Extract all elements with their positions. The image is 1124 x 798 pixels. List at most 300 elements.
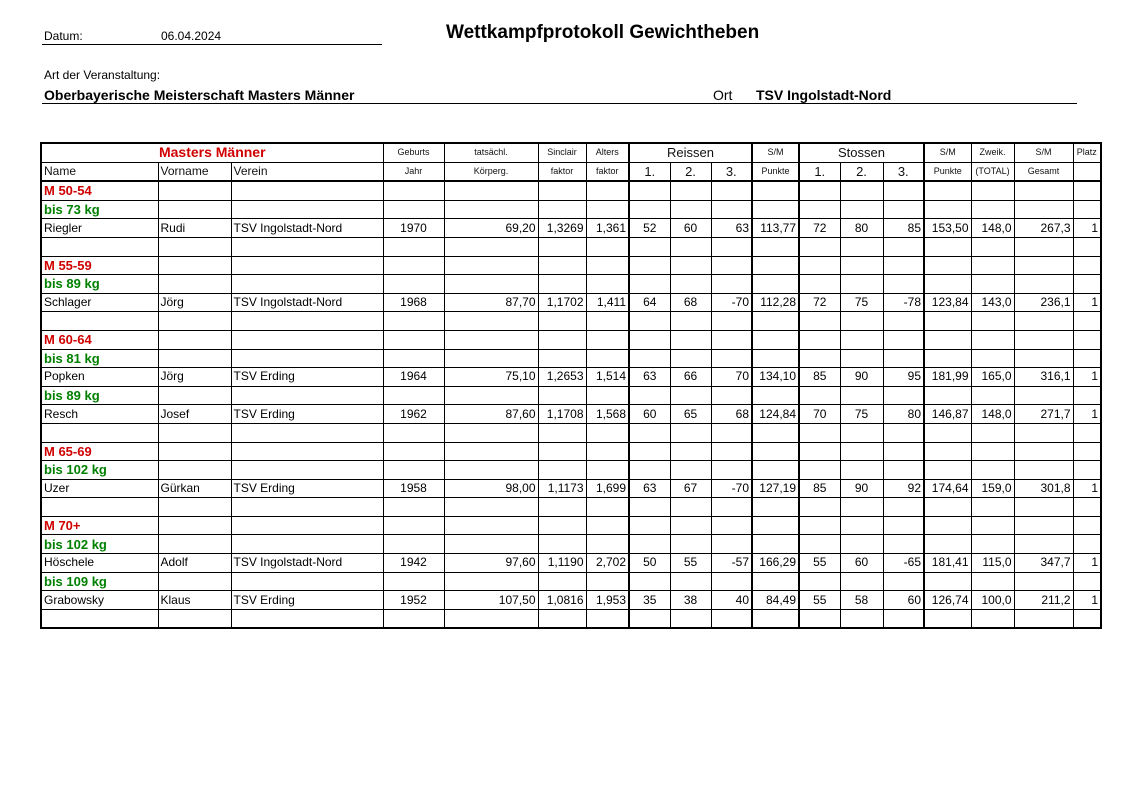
table-cell bbox=[586, 516, 629, 535]
table-cell bbox=[670, 330, 711, 349]
table-cell bbox=[444, 423, 538, 442]
table-cell bbox=[629, 330, 670, 349]
table-cell bbox=[1073, 609, 1101, 628]
table-cell bbox=[752, 498, 799, 517]
table-cell bbox=[840, 275, 883, 294]
table-cell bbox=[586, 330, 629, 349]
athlete-name: Grabowsky bbox=[41, 591, 158, 610]
table-cell: 143,0 bbox=[971, 293, 1014, 312]
table-cell: 2,702 bbox=[586, 554, 629, 573]
table-cell bbox=[799, 312, 840, 331]
table-cell: 113,77 bbox=[752, 219, 799, 238]
header-koerperg: Körperg. bbox=[444, 162, 538, 181]
table-cell: 68 bbox=[670, 293, 711, 312]
table-cell bbox=[383, 256, 444, 275]
table-cell bbox=[629, 181, 670, 200]
table-cell bbox=[629, 386, 670, 405]
table-cell bbox=[752, 461, 799, 480]
table-cell bbox=[924, 386, 971, 405]
group-row bbox=[41, 516, 1101, 535]
table-cell: Rudi bbox=[158, 219, 231, 238]
table-cell bbox=[1014, 535, 1073, 554]
table-cell bbox=[924, 609, 971, 628]
table-cell: 316,1 bbox=[1014, 368, 1073, 387]
table-cell: 123,84 bbox=[924, 293, 971, 312]
header-tatsaechl: tatsächl. bbox=[444, 143, 538, 162]
weight-row bbox=[41, 535, 1101, 554]
table-cell bbox=[158, 256, 231, 275]
datum-underline bbox=[42, 44, 382, 45]
table-cell: 75,10 bbox=[444, 368, 538, 387]
table-cell: 236,1 bbox=[1014, 293, 1073, 312]
table-cell bbox=[883, 312, 924, 331]
weight-class-label: bis 102 kg bbox=[41, 535, 158, 554]
table-cell: 148,0 bbox=[971, 405, 1014, 424]
table-cell bbox=[1073, 498, 1101, 517]
table-cell bbox=[670, 516, 711, 535]
weight-row bbox=[41, 200, 1101, 219]
table-cell bbox=[629, 572, 670, 591]
table-cell bbox=[752, 535, 799, 554]
table-cell: 85 bbox=[883, 219, 924, 238]
table-cell bbox=[670, 498, 711, 517]
table-cell bbox=[971, 461, 1014, 480]
table-cell bbox=[971, 609, 1014, 628]
table-cell bbox=[586, 312, 629, 331]
table-cell bbox=[158, 516, 231, 535]
table-cell bbox=[158, 535, 231, 554]
header-total: (TOTAL) bbox=[971, 162, 1014, 181]
spacer-row bbox=[41, 312, 1101, 331]
protocol-table bbox=[40, 142, 1102, 629]
table-cell bbox=[799, 275, 840, 294]
weight-class-label: bis 102 kg bbox=[41, 461, 158, 480]
header-r2: 2. bbox=[670, 162, 711, 181]
table-cell bbox=[670, 256, 711, 275]
table-cell bbox=[158, 572, 231, 591]
table-cell: 1,1708 bbox=[538, 405, 586, 424]
table-cell: TSV Erding bbox=[231, 591, 383, 610]
table-cell: 64 bbox=[629, 293, 670, 312]
table-cell bbox=[883, 498, 924, 517]
header-sinclair: Sinclair bbox=[538, 143, 586, 162]
table-cell bbox=[971, 312, 1014, 331]
table-cell bbox=[924, 535, 971, 554]
table-cell: 1,0816 bbox=[538, 591, 586, 610]
weight-row bbox=[41, 386, 1101, 405]
table-cell bbox=[444, 256, 538, 275]
table-cell: 66 bbox=[670, 368, 711, 387]
table-cell bbox=[924, 572, 971, 591]
table-cell bbox=[158, 275, 231, 294]
header-jahr: Jahr bbox=[383, 162, 444, 181]
table-cell bbox=[158, 181, 231, 200]
table-cell: 181,99 bbox=[924, 368, 971, 387]
table-cell bbox=[799, 535, 840, 554]
table-cell bbox=[231, 609, 383, 628]
table-cell bbox=[383, 516, 444, 535]
table-cell bbox=[670, 386, 711, 405]
table-cell bbox=[883, 423, 924, 442]
table-cell: 63 bbox=[629, 479, 670, 498]
table-cell bbox=[924, 516, 971, 535]
table-cell bbox=[1014, 330, 1073, 349]
table-cell: 1,568 bbox=[586, 405, 629, 424]
table-cell bbox=[711, 386, 752, 405]
table-cell: 40 bbox=[711, 591, 752, 610]
table-cell bbox=[883, 386, 924, 405]
table-cell bbox=[711, 609, 752, 628]
weight-class-label: bis 109 kg bbox=[41, 572, 158, 591]
table-cell bbox=[1073, 181, 1101, 200]
table-cell bbox=[799, 200, 840, 219]
table-cell bbox=[924, 461, 971, 480]
table-cell: -70 bbox=[711, 293, 752, 312]
table-cell bbox=[971, 275, 1014, 294]
table-cell bbox=[586, 256, 629, 275]
age-group-label: M 50-54 bbox=[41, 181, 158, 200]
table-cell: 69,20 bbox=[444, 219, 538, 238]
table-cell bbox=[670, 181, 711, 200]
table-cell bbox=[444, 516, 538, 535]
table-cell: 126,74 bbox=[924, 591, 971, 610]
table-cell bbox=[538, 498, 586, 517]
table-cell bbox=[1073, 386, 1101, 405]
table-cell bbox=[629, 312, 670, 331]
table-cell bbox=[231, 237, 383, 256]
table-cell bbox=[883, 461, 924, 480]
page-title: Wettkampfprotokoll Gewichtheben bbox=[446, 22, 760, 43]
table-cell bbox=[158, 200, 231, 219]
table-cell: 1 bbox=[1073, 591, 1101, 610]
header-geburts: Geburts bbox=[383, 143, 444, 162]
table-cell bbox=[752, 609, 799, 628]
table-cell bbox=[840, 498, 883, 517]
table-cell bbox=[586, 386, 629, 405]
table-cell: 72 bbox=[799, 293, 840, 312]
spacer-row bbox=[41, 498, 1101, 517]
table-cell bbox=[538, 200, 586, 219]
table-cell bbox=[799, 237, 840, 256]
weight-class-label: bis 89 kg bbox=[41, 386, 158, 405]
table-cell: 50 bbox=[629, 554, 670, 573]
table-cell bbox=[231, 516, 383, 535]
table-cell bbox=[586, 275, 629, 294]
table-cell bbox=[840, 200, 883, 219]
header-faktor: faktor bbox=[538, 162, 586, 181]
table-cell bbox=[41, 237, 158, 256]
table-cell bbox=[444, 200, 538, 219]
table-cell bbox=[883, 516, 924, 535]
table-cell: TSV Ingolstadt-Nord bbox=[231, 554, 383, 573]
table-cell bbox=[840, 442, 883, 461]
table-cell: 55 bbox=[799, 591, 840, 610]
table-cell bbox=[840, 312, 883, 331]
table-cell bbox=[883, 200, 924, 219]
table-cell bbox=[1073, 330, 1101, 349]
table-cell: 127,19 bbox=[752, 479, 799, 498]
table-cell bbox=[711, 423, 752, 442]
table-cell bbox=[752, 237, 799, 256]
header-sm3: S/M bbox=[1014, 143, 1073, 162]
table-cell bbox=[1073, 423, 1101, 442]
table-cell bbox=[924, 498, 971, 517]
table-cell bbox=[883, 349, 924, 368]
table-cell bbox=[383, 386, 444, 405]
table-cell bbox=[752, 349, 799, 368]
table-cell: 1952 bbox=[383, 591, 444, 610]
table-cell bbox=[231, 200, 383, 219]
table-cell bbox=[231, 442, 383, 461]
table-cell bbox=[41, 423, 158, 442]
table-cell: 87,60 bbox=[444, 405, 538, 424]
table-cell: 100,0 bbox=[971, 591, 1014, 610]
table-cell bbox=[924, 442, 971, 461]
table-cell: 80 bbox=[840, 219, 883, 238]
table-cell: 107,50 bbox=[444, 591, 538, 610]
table-cell bbox=[231, 461, 383, 480]
table-cell: TSV Erding bbox=[231, 368, 383, 387]
table-cell bbox=[1014, 572, 1073, 591]
group-row bbox=[41, 330, 1101, 349]
table-cell bbox=[1073, 312, 1101, 331]
weight-row bbox=[41, 461, 1101, 480]
location-value: TSV Ingolstadt-Nord bbox=[756, 87, 892, 103]
table-cell bbox=[444, 442, 538, 461]
table-cell bbox=[670, 200, 711, 219]
table-cell bbox=[444, 275, 538, 294]
table-cell bbox=[383, 237, 444, 256]
table-cell bbox=[711, 572, 752, 591]
table-cell bbox=[924, 330, 971, 349]
table-cell: 90 bbox=[840, 479, 883, 498]
table-cell bbox=[586, 461, 629, 480]
table-cell: 98,00 bbox=[444, 479, 538, 498]
table-cell bbox=[924, 312, 971, 331]
table-cell: 60 bbox=[629, 405, 670, 424]
table-cell bbox=[231, 349, 383, 368]
table-cell bbox=[840, 349, 883, 368]
table-cell bbox=[799, 572, 840, 591]
table-cell bbox=[629, 349, 670, 368]
table-cell bbox=[538, 181, 586, 200]
table-cell bbox=[538, 461, 586, 480]
table-row bbox=[41, 405, 1101, 424]
table-cell bbox=[629, 275, 670, 294]
weight-class-label: bis 73 kg bbox=[41, 200, 158, 219]
table-cell bbox=[752, 572, 799, 591]
table-cell: 80 bbox=[883, 405, 924, 424]
table-cell: 60 bbox=[670, 219, 711, 238]
table-cell bbox=[670, 535, 711, 554]
table-cell bbox=[383, 330, 444, 349]
table-cell bbox=[444, 461, 538, 480]
age-group-label: M 60-64 bbox=[41, 330, 158, 349]
table-cell bbox=[538, 256, 586, 275]
table-cell: 92 bbox=[883, 479, 924, 498]
header-alters: Alters bbox=[586, 143, 629, 162]
table-cell bbox=[971, 535, 1014, 554]
table-cell bbox=[158, 609, 231, 628]
table-cell bbox=[158, 312, 231, 331]
table-cell bbox=[231, 275, 383, 294]
table-cell bbox=[924, 423, 971, 442]
table-cell bbox=[670, 312, 711, 331]
table-cell bbox=[383, 442, 444, 461]
table-cell: 68 bbox=[711, 405, 752, 424]
table-cell: 159,0 bbox=[971, 479, 1014, 498]
table-cell bbox=[971, 256, 1014, 275]
table-cell bbox=[971, 423, 1014, 442]
athlete-name: Schlager bbox=[41, 293, 158, 312]
table-cell bbox=[752, 256, 799, 275]
table-cell bbox=[670, 349, 711, 368]
table-cell bbox=[586, 181, 629, 200]
table-cell bbox=[538, 535, 586, 554]
table-cell bbox=[799, 349, 840, 368]
datum-value: 06.04.2024 bbox=[161, 29, 222, 43]
table-cell bbox=[752, 312, 799, 331]
table-cell bbox=[711, 516, 752, 535]
table-cell: 124,84 bbox=[752, 405, 799, 424]
table-cell bbox=[711, 312, 752, 331]
table-cell bbox=[711, 349, 752, 368]
table-cell bbox=[1014, 516, 1073, 535]
table-cell: TSV Ingolstadt-Nord bbox=[231, 219, 383, 238]
table-cell: -65 bbox=[883, 554, 924, 573]
table-cell bbox=[538, 275, 586, 294]
group-row bbox=[41, 256, 1101, 275]
table-cell bbox=[1073, 349, 1101, 368]
header-masters: Masters Männer bbox=[41, 143, 383, 162]
table-cell bbox=[158, 442, 231, 461]
table-cell bbox=[538, 330, 586, 349]
table-cell bbox=[840, 181, 883, 200]
table-cell: 38 bbox=[670, 591, 711, 610]
table-cell bbox=[971, 386, 1014, 405]
table-cell bbox=[158, 330, 231, 349]
table-cell bbox=[444, 572, 538, 591]
table-cell: 1,699 bbox=[586, 479, 629, 498]
table-cell bbox=[799, 461, 840, 480]
table-cell bbox=[711, 461, 752, 480]
table-cell: 174,64 bbox=[924, 479, 971, 498]
table-row bbox=[41, 479, 1101, 498]
table-cell: 1 bbox=[1073, 554, 1101, 573]
table-cell: 1958 bbox=[383, 479, 444, 498]
table-cell: 181,41 bbox=[924, 554, 971, 573]
table-cell bbox=[711, 200, 752, 219]
table-cell: 1 bbox=[1073, 219, 1101, 238]
athlete-name: Höschele bbox=[41, 554, 158, 573]
table-cell bbox=[840, 461, 883, 480]
table-cell: Gürkan bbox=[158, 479, 231, 498]
table-cell: 52 bbox=[629, 219, 670, 238]
table-cell bbox=[629, 423, 670, 442]
table-cell bbox=[629, 461, 670, 480]
table-cell: 35 bbox=[629, 591, 670, 610]
table-cell: 1,2653 bbox=[538, 368, 586, 387]
table-cell bbox=[383, 423, 444, 442]
table-cell bbox=[41, 312, 158, 331]
header-sm2: S/M bbox=[924, 143, 971, 162]
table-cell bbox=[752, 516, 799, 535]
table-cell bbox=[799, 423, 840, 442]
table-cell bbox=[158, 237, 231, 256]
table-cell: 63 bbox=[711, 219, 752, 238]
table-cell: 166,29 bbox=[752, 554, 799, 573]
table-cell: -57 bbox=[711, 554, 752, 573]
header-reissen: Reissen bbox=[629, 143, 752, 162]
table-cell: 1,411 bbox=[586, 293, 629, 312]
table-cell: 347,7 bbox=[1014, 554, 1073, 573]
table-cell: 1,3269 bbox=[538, 219, 586, 238]
group-row bbox=[41, 442, 1101, 461]
table-cell bbox=[752, 442, 799, 461]
table-cell: 85 bbox=[799, 479, 840, 498]
table-cell: 112,28 bbox=[752, 293, 799, 312]
weight-row bbox=[41, 275, 1101, 294]
table-cell: 1 bbox=[1073, 293, 1101, 312]
table-cell bbox=[586, 572, 629, 591]
table-cell: TSV Erding bbox=[231, 405, 383, 424]
table-cell: 1964 bbox=[383, 368, 444, 387]
table-cell bbox=[840, 256, 883, 275]
table-cell bbox=[629, 237, 670, 256]
table-cell bbox=[1014, 498, 1073, 517]
header-punkte2: Punkte bbox=[924, 162, 971, 181]
table-cell bbox=[752, 181, 799, 200]
header-platz-blank bbox=[1073, 162, 1101, 181]
table-cell bbox=[924, 275, 971, 294]
table-cell bbox=[799, 256, 840, 275]
table-cell bbox=[883, 572, 924, 591]
athlete-name: Riegler bbox=[41, 219, 158, 238]
table-cell bbox=[538, 349, 586, 368]
table-cell bbox=[711, 442, 752, 461]
spacer-row bbox=[41, 423, 1101, 442]
table-cell bbox=[883, 256, 924, 275]
table-cell bbox=[840, 386, 883, 405]
table-cell bbox=[971, 181, 1014, 200]
table-cell bbox=[538, 442, 586, 461]
table-cell: 75 bbox=[840, 293, 883, 312]
table-cell bbox=[629, 200, 670, 219]
table-cell: 211,2 bbox=[1014, 591, 1073, 610]
table-cell bbox=[711, 256, 752, 275]
location-label: Ort bbox=[713, 87, 733, 103]
table-cell: 115,0 bbox=[971, 554, 1014, 573]
table-cell bbox=[383, 200, 444, 219]
table-cell bbox=[383, 498, 444, 517]
table-cell: 84,49 bbox=[752, 591, 799, 610]
table-cell bbox=[924, 349, 971, 368]
table-cell bbox=[1073, 237, 1101, 256]
table-cell bbox=[883, 535, 924, 554]
table-cell bbox=[629, 609, 670, 628]
table-cell bbox=[1073, 275, 1101, 294]
table-cell bbox=[383, 609, 444, 628]
table-cell: 271,7 bbox=[1014, 405, 1073, 424]
table-cell bbox=[629, 442, 670, 461]
table-cell bbox=[711, 237, 752, 256]
table-cell: Adolf bbox=[158, 554, 231, 573]
table-cell bbox=[670, 461, 711, 480]
table-cell bbox=[971, 498, 1014, 517]
table-cell bbox=[629, 256, 670, 275]
table-cell bbox=[1073, 461, 1101, 480]
table-cell: TSV Erding bbox=[231, 479, 383, 498]
